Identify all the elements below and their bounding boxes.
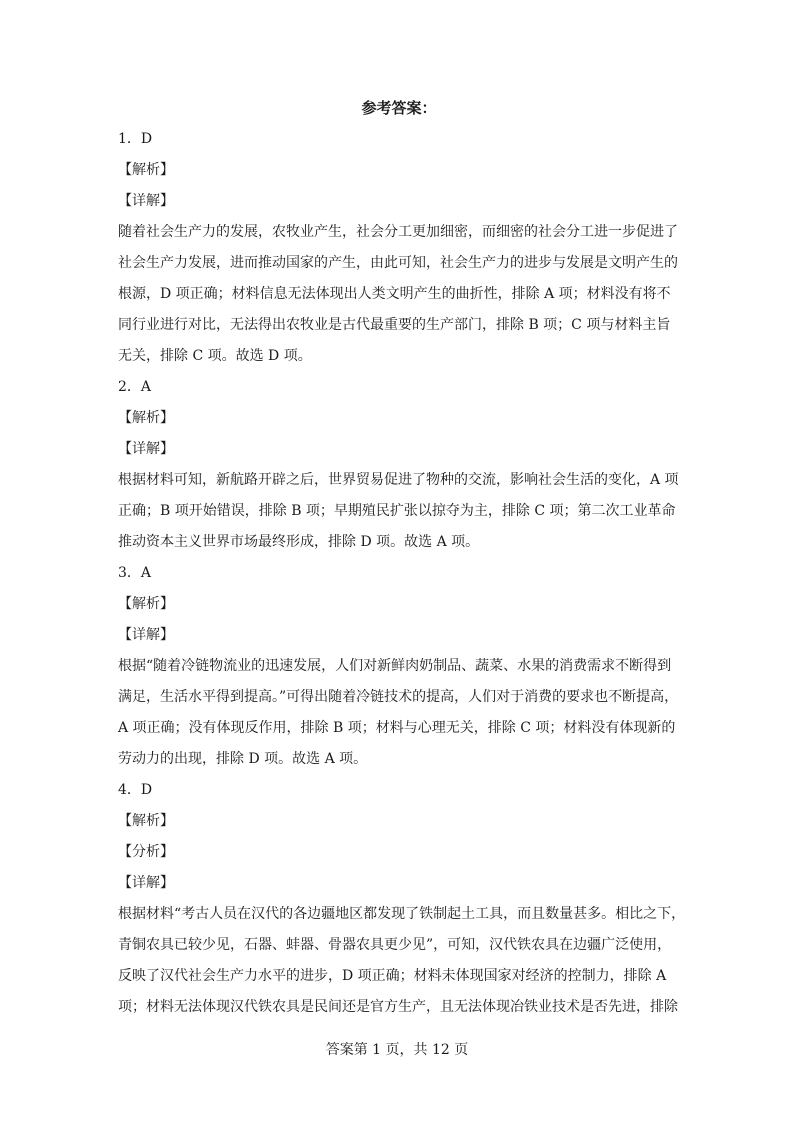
explanation-line: 根据“随着冷链物流业的迅速发展，人们对新鲜肉奶制品、蔬菜、水果的消费需求不断得到 — [118, 658, 672, 674]
section-tag: 【详解】 — [118, 193, 174, 209]
explanation-line: 无关，排除 C 项。故选 D 项。 — [118, 348, 312, 364]
explanation-line: 社会生产力发展，进而推动国家的产生，由此可知，社会生产力的进步与发展是文明产生的 — [118, 255, 678, 271]
explanation-line: 根据材料可知，新航路开辟之后，世界贸易促进了物种的交流，影响社会生活的变化，A 项 — [118, 472, 679, 488]
question-block — [118, 558, 680, 775]
question-answer: 3．A — [118, 565, 152, 581]
question-block — [118, 775, 686, 1023]
question-list — [118, 124, 686, 1023]
section-tag: 【详解】 — [118, 875, 174, 891]
section-tag: 【解析】 — [118, 813, 174, 829]
answer-page — [118, 96, 686, 1023]
section-tag: 【解析】 — [118, 596, 174, 612]
question-block — [118, 124, 680, 372]
explanation-line: A 项正确；没有体现反作用，排除 B 项；材料与心理无关，排除 C 项；材料没有体现新的 — [118, 720, 676, 736]
question-answer: 2．A — [118, 379, 152, 395]
explanation-line: 反映了汉代社会生产力水平的进步，D 项正确；材料未体现国家对经济的控制力，排除 A — [118, 968, 667, 984]
page-title: 参考答案： — [361, 99, 437, 117]
explanation-line: 青铜农具已较少见，石器、蚌器、骨器农具更少见”，可知，汉代铁农具在边疆广泛使用， — [118, 937, 672, 953]
explanation-line: 劳动力的出现，排除 D 项。故选 A 项。 — [118, 751, 368, 767]
explanation-line: 根源，D 项正确；材料信息无法体现出人类文明产生的曲折性，排除 A 项；材料没有将不 — [118, 286, 671, 302]
section-tag: 【解析】 — [118, 410, 174, 426]
section-tag: 【详解】 — [118, 627, 174, 643]
question-block — [118, 372, 680, 558]
explanation-line: 根据材料“考古人员在汉代的各边疆地区都发现了铁制起土工具，而且数量甚多。相比之下， — [118, 906, 686, 922]
question-answer: 4．D — [118, 782, 153, 798]
question-answer: 1．D — [118, 131, 153, 147]
explanation-line: 项；材料无法体现汉代铁农具是民间还是官方生产，且无法体现冶铁业技术是否先进，排除 — [118, 999, 678, 1015]
section-tag: 【解析】 — [118, 162, 174, 178]
section-tag: 【详解】 — [118, 441, 174, 457]
explanation-line: 推动资本主义世界市场最终形成，排除 D 项。故选 A 项。 — [118, 534, 480, 550]
explanation-line: 同行业进行对比，无法得出农牧业是古代最重要的生产部门，排除 B 项；C 项与材料主旨 — [118, 317, 671, 333]
explanation-line: 正确；B 项开始错误，排除 B 项；早期殖民扩张以掠夺为主，排除 C 项；第二次工业革命 — [118, 503, 676, 519]
explanation-line: 随着社会生产力的发展，农牧业产生，社会分工更加细密，而细密的社会分工进一步促进了 — [118, 224, 678, 240]
page-footer: 答案第 1 页，共 12 页 — [325, 1042, 469, 1058]
section-tag: 【分析】 — [118, 844, 174, 860]
explanation-line: 满足，生活水平得到提高。”可得出随着冷链技术的提高，人们对于消费的要求也不断提高， — [118, 689, 679, 705]
